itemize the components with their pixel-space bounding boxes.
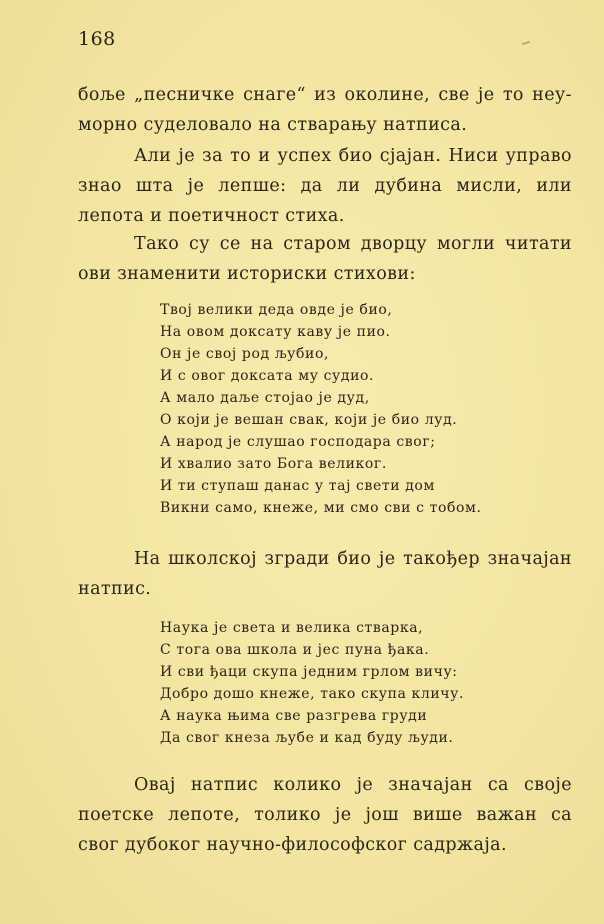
page-number: 168: [78, 28, 116, 50]
verse-line: Добро дошо кнеже, тако скупа кличу.: [160, 686, 465, 702]
text-line: На школској згради био је такођер значајан: [134, 549, 572, 569]
verse-line: Он је свој род љубио,: [160, 346, 330, 362]
verse-line: И ти ступаш данас у тај свети дом: [160, 478, 435, 494]
verse-line: И с овог доксата му судио.: [160, 368, 375, 384]
verse-line: И сви ђаци скупа једним грлом вичу:: [160, 664, 458, 680]
verse-line: Да свог кнеза љубе и кад буду људи.: [160, 730, 454, 746]
verse-line: А наука њима све разгрева груди: [160, 708, 428, 724]
text-line: поетске лепоте, толико је још више важан са: [78, 805, 572, 825]
text-line: Али је за то и успех био сјајан. Ниси управо: [134, 146, 572, 166]
page-blemish: [522, 41, 530, 45]
paragraph-2: [78, 141, 572, 231]
paragraph-1: [78, 80, 572, 140]
verse-line: Твој велики деда овде је био,: [160, 302, 393, 318]
verse-school-inscription: [160, 617, 560, 749]
verse-line: С тога ова школа и јес пуна ђака.: [160, 642, 430, 658]
text-line: свог дубоког научно-философског садржаја.: [78, 835, 507, 855]
verse-line: А народ је слушао господара свог;: [160, 434, 436, 450]
text-line: ови знаменити историски стихови:: [78, 264, 416, 284]
paragraph-4: [78, 544, 572, 604]
text-line: знао шта је лепше: да ли дубина мисли, или: [78, 176, 572, 196]
text-line: Тако су се на старом дворцу могли читати: [134, 234, 572, 254]
text-line: лепота и поетичност стиха.: [78, 206, 345, 226]
verse-line: О који је вешан свак, који је био луд.: [160, 412, 458, 428]
paragraph-3: [78, 229, 572, 289]
verse-line: А мало даље стојао је дуд,: [160, 390, 370, 406]
text-line: боље „песничке снаге“ из околине, све је то неу-: [78, 85, 572, 105]
verse-castle-inscription: [160, 299, 560, 519]
paragraph-5: [78, 770, 572, 860]
verse-line: И хвалио зато Бога великог.: [160, 456, 387, 472]
verse-line: Викни само, кнеже, ми смо сви с тобом.: [160, 500, 482, 516]
text-line: морно суделовало на стварању натписа.: [78, 115, 468, 135]
verse-line: На овом доксату каву је пио.: [160, 324, 391, 340]
text-line: натпис.: [78, 579, 152, 599]
text-line: Овај натпис колико је значајан са своје: [134, 775, 572, 795]
verse-line: Наука је света и велика стварка,: [160, 620, 424, 636]
